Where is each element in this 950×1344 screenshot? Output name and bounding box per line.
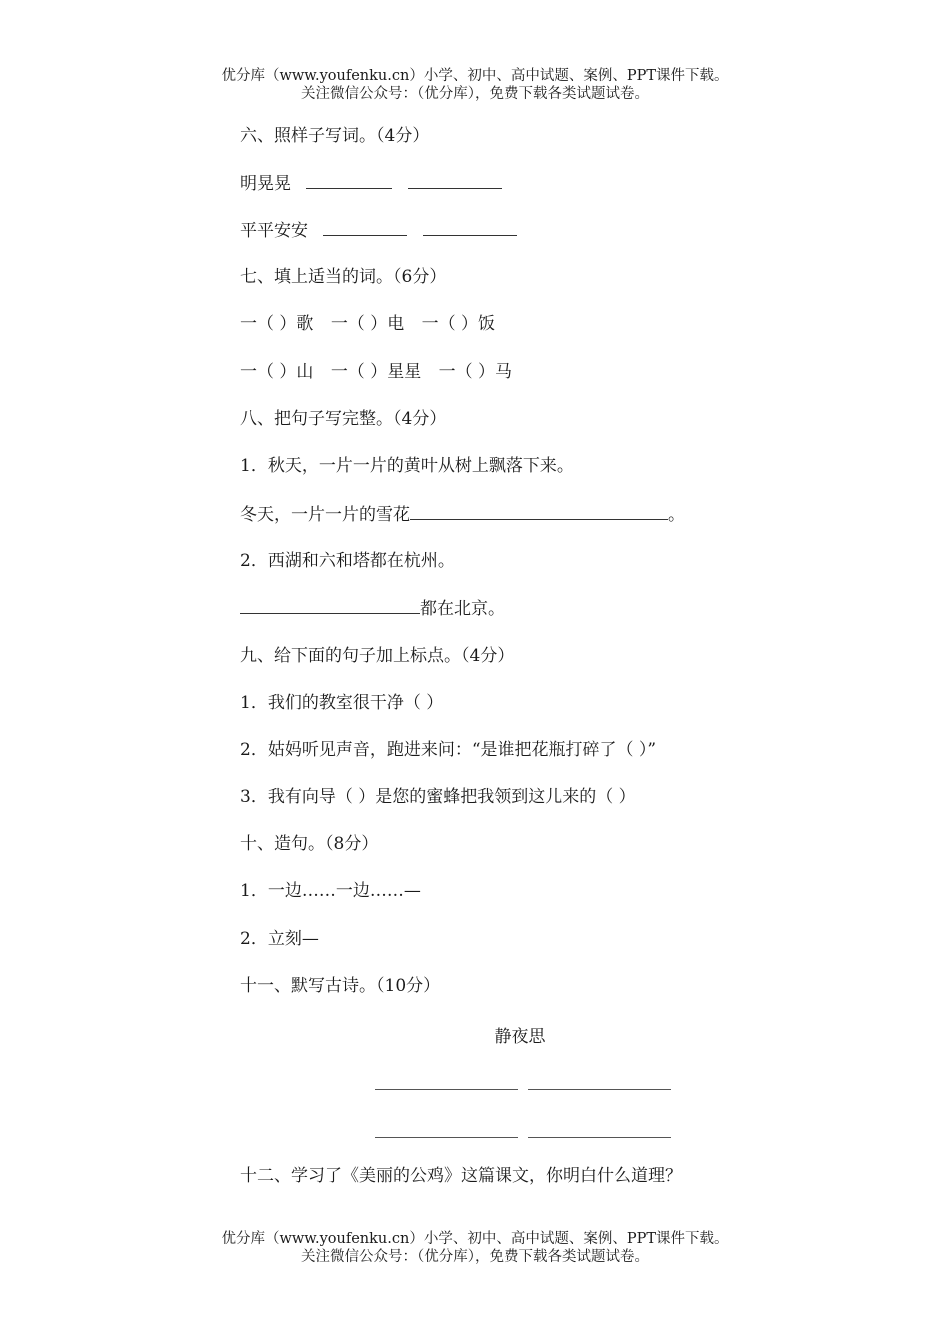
q7-row2-item-2: 一（ ）星星: [330, 362, 422, 382]
q8-s1b-prefix: 冬天，一片一片的雪花: [240, 505, 410, 525]
page-footer: [0, 1230, 950, 1266]
poem-line-2-blank[interactable]: [528, 1088, 671, 1090]
q8-sentence-2-completion: [240, 597, 505, 619]
q6-item-1-blank-2[interactable]: [408, 172, 502, 189]
q11-title: 十一、默写古诗。（10分）: [240, 976, 441, 996]
q9-title: 九、给下面的句子加上标点。（4分）: [240, 646, 515, 666]
q6-item-2-blank-1[interactable]: [323, 219, 407, 236]
q8-sentence-1: 1．秋天，一片一片的黄叶从树上飘落下来。: [240, 456, 574, 476]
q7-row1-item-2: 一（ ）电: [330, 314, 405, 334]
poem-title: 静夜思: [494, 1027, 546, 1047]
poem-line-1-blank[interactable]: [375, 1088, 518, 1090]
q6-item-1-blank-1[interactable]: [306, 172, 392, 189]
page-header: [0, 67, 950, 103]
footer-line-2: 关注微信公众号：（优分库），免费下载各类试题试卷。: [301, 1249, 649, 1265]
q6-title: 六、照样子写词。（4分）: [240, 126, 430, 146]
q7-title: 七、填上适当的词。（6分）: [240, 267, 447, 287]
q8-s2b-blank[interactable]: [240, 597, 420, 614]
q6-item-2-word: 平平安安: [240, 221, 308, 241]
q8-title: 八、把句子写完整。（4分）: [240, 409, 447, 429]
q9-sentence-1: 1．我们的教室很干净（ ）: [240, 693, 444, 713]
q7-row2-item-1: 一（ ）山: [240, 362, 314, 382]
poem-line-3-blank[interactable]: [375, 1136, 518, 1138]
q9-sentence-3: 3．我有向导（ ）是您的蜜蜂把我领到这儿来的（ ）: [240, 787, 636, 807]
q10-title: 十、造句。（8分）: [240, 834, 379, 854]
q7-row-1: [240, 313, 495, 335]
q6-item-2: [240, 219, 517, 241]
q7-row-2: [240, 361, 512, 383]
header-line-1: 优分库（www.youfenku.cn）小学、初中、高中试题、案例、PPT课件下载。: [221, 68, 729, 84]
q8-sentence-1-completion: [240, 503, 685, 525]
q8-s2b-suffix: 都在北京。: [420, 599, 505, 619]
q10-sentence-2: 2．立刻—: [240, 929, 319, 949]
q6-item-2-blank-2[interactable]: [423, 219, 517, 236]
q7-row2-item-3: 一（ ）马: [438, 362, 513, 382]
q8-sentence-2: 2．西湖和六和塔都在杭州。: [240, 551, 455, 571]
q6-item-1-word: 明晃晃: [240, 174, 291, 194]
poem-line-4-blank[interactable]: [528, 1136, 671, 1138]
q12-title: 十二、学习了《美丽的公鸡》这篇课文，你明白什么道理？: [240, 1166, 682, 1186]
footer-line-1: 优分库（www.youfenku.cn）小学、初中、高中试题、案例、PPT课件下载。: [221, 1231, 729, 1247]
q7-row1-item-3: 一（ ）饭: [421, 314, 496, 334]
q9-sentence-2: 2．姑妈听见声音，跑进来问：“是谁把花瓶打碎了（ ）”: [240, 740, 657, 760]
q8-s1b-blank[interactable]: [410, 503, 668, 520]
q6-item-1: [240, 172, 502, 194]
q10-sentence-1: 1．一边……一边……—: [240, 881, 421, 901]
q7-row1-item-1: 一（ ）歌: [240, 314, 314, 334]
q8-s1b-suffix: 。: [668, 505, 685, 525]
header-line-2: 关注微信公众号：（优分库），免费下载各类试题试卷。: [301, 86, 649, 102]
